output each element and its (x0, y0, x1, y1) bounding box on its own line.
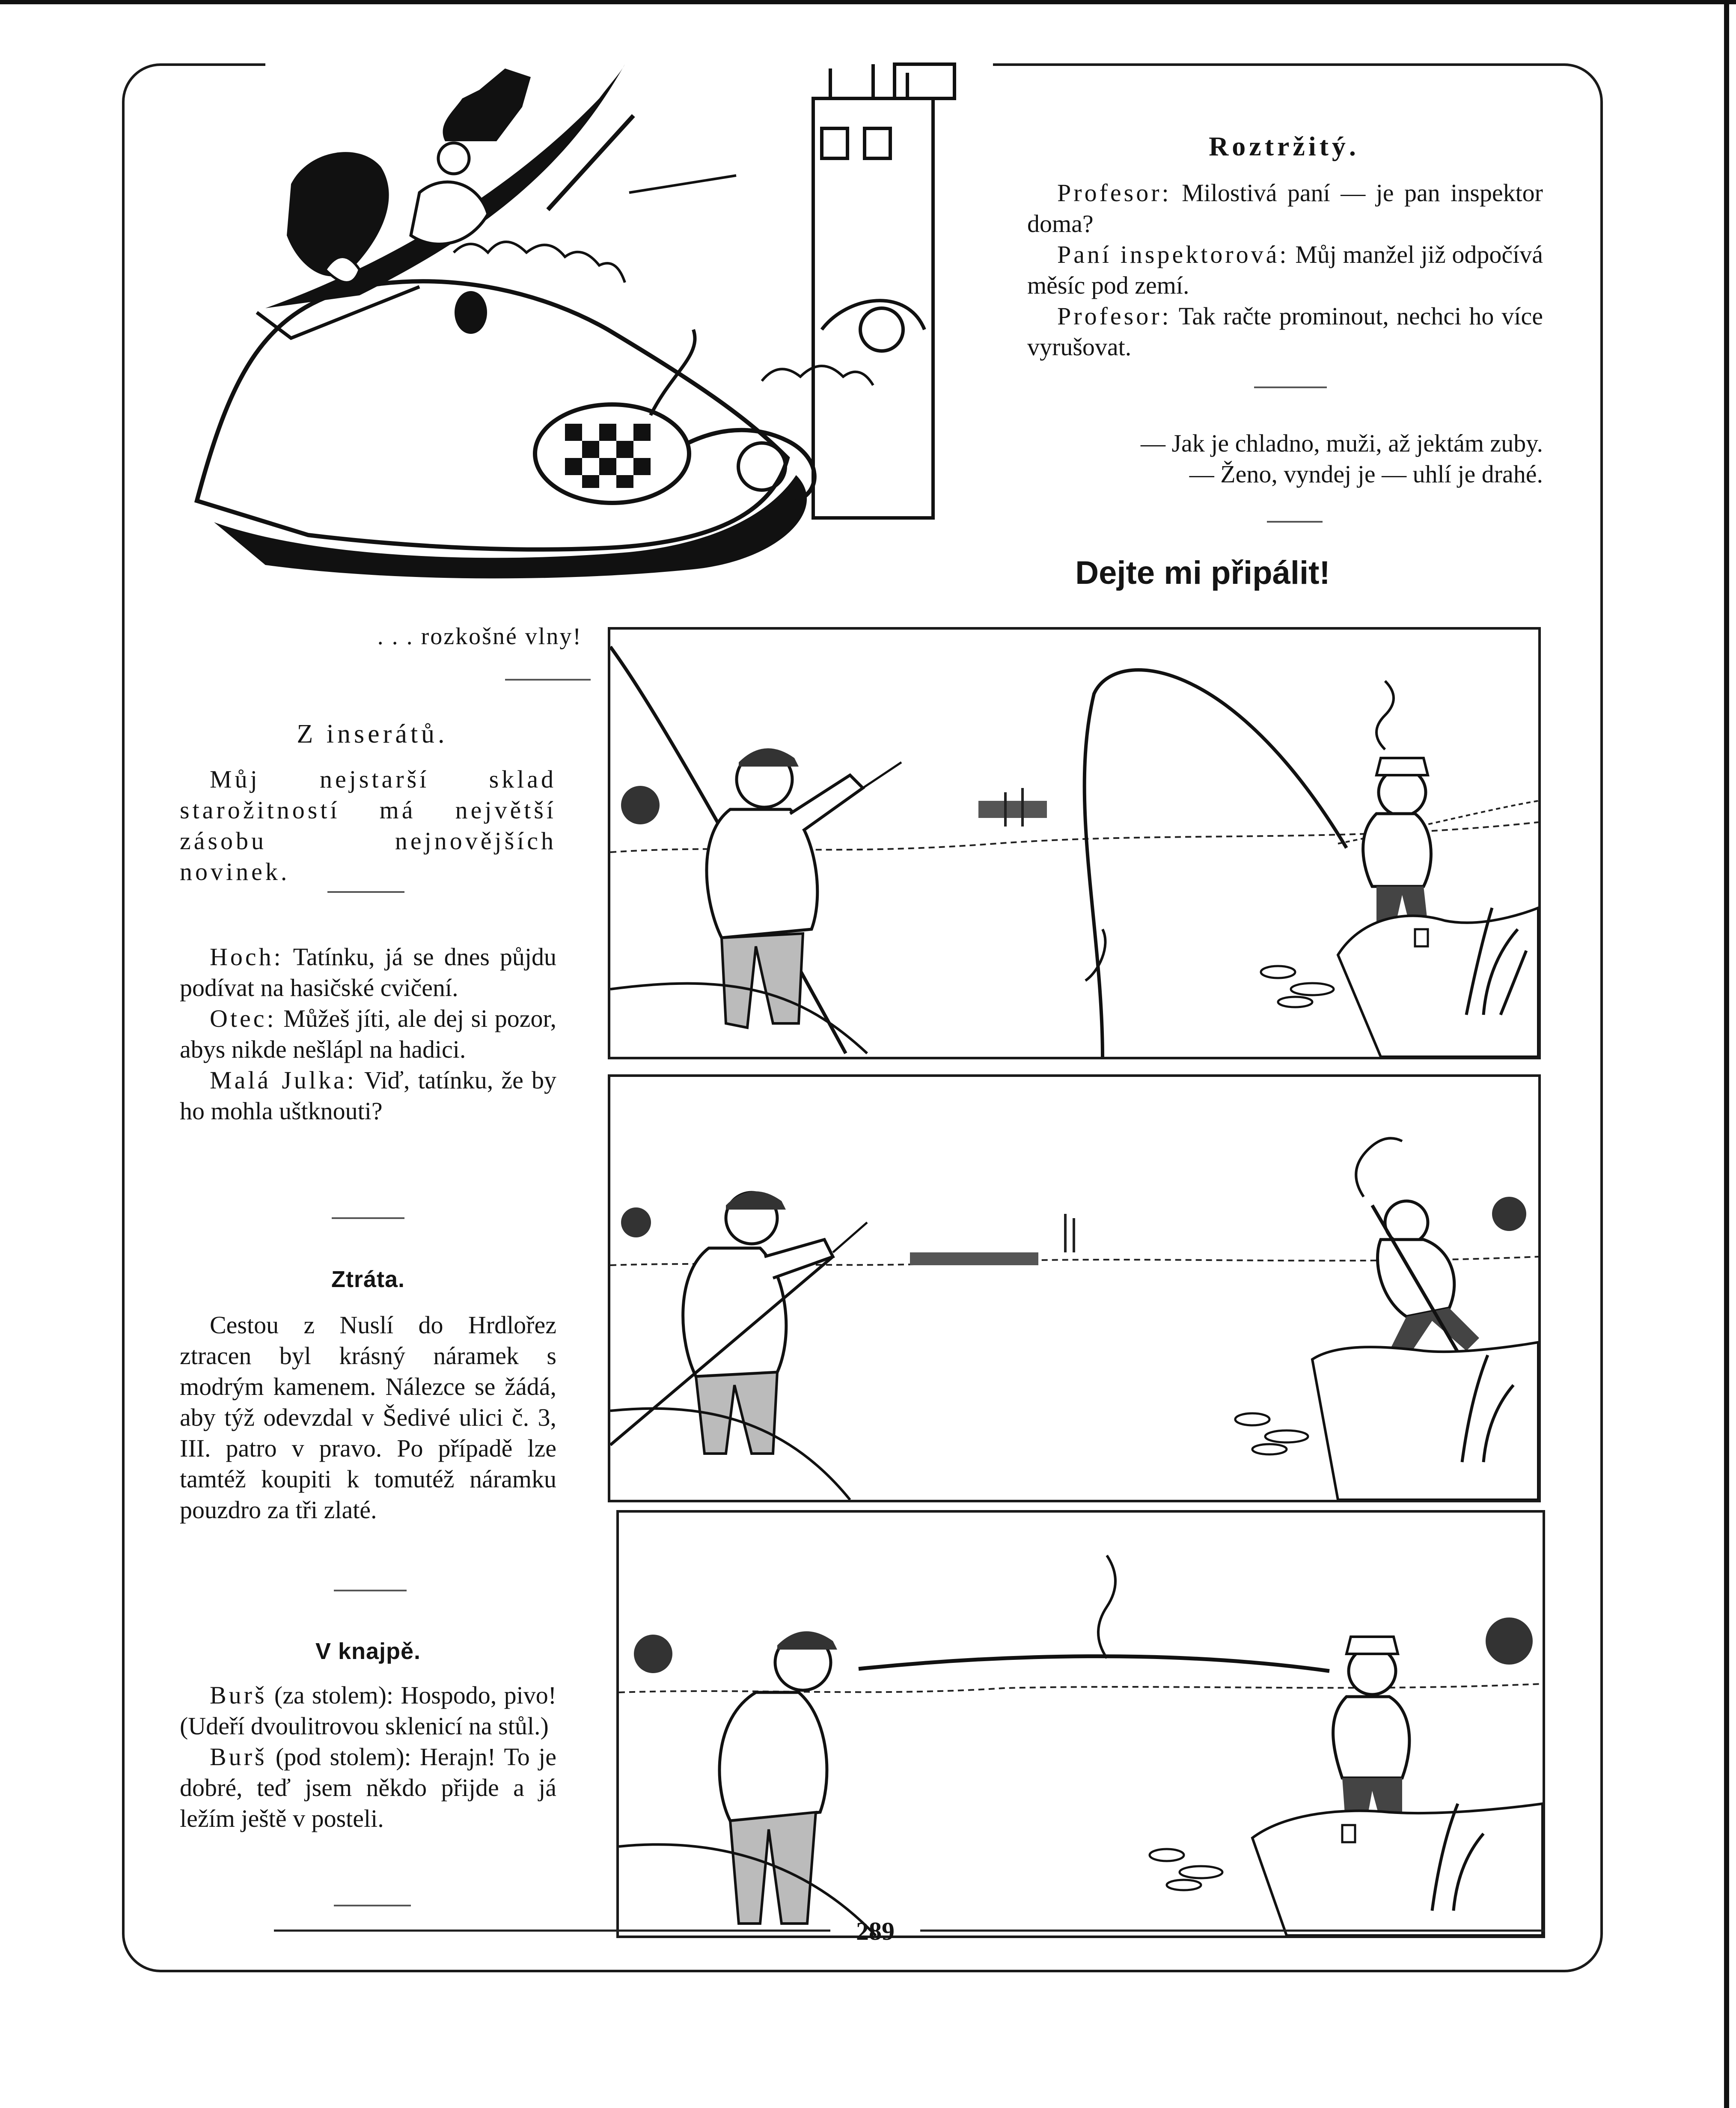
line-text: Můžeš jíti, ale dej si pozor, abys nikde nešlápl na hadici. (180, 1005, 557, 1063)
zuby-line-1: — Jak je chladno, muži, až jektám zuby. (1140, 429, 1543, 457)
speaker: Otec: (210, 1005, 276, 1032)
speaker: Profesor: (1057, 179, 1171, 207)
divider (1254, 387, 1327, 388)
roztrzity-dialogue (1027, 178, 1543, 363)
line-text: (pod stolem): Herajn! To je dobré, teď jsem někdo přijde a já ležím ještě v posteli. (180, 1743, 556, 1832)
line-text: Můj manžel již odpočívá měsíc pod zemí. (1027, 241, 1543, 299)
speaker: Burš (210, 1681, 267, 1709)
divider (505, 679, 591, 681)
knajpe-dialogue (180, 1680, 556, 1834)
inseratu-text: Můj nejstarší sklad starožitností má největší zásobu nejnovějších novinek. (180, 765, 556, 886)
divider (327, 891, 404, 893)
footer-rule-right (920, 1930, 1545, 1932)
line-text: Tak račte prominout, nechci ho více vyrušovat. (1027, 302, 1543, 361)
line-text: Viď, tatínku, že by ho mohla uštknouti? (180, 1066, 557, 1125)
comic-panel-2 (608, 1074, 1541, 1502)
speaker: Paní inspektorová: (1057, 241, 1289, 268)
divider (332, 1217, 404, 1219)
knajpe-title: V knajpě. (315, 1638, 421, 1664)
zuby-line-2: — Ženo, vyndej je — uhlí je drahé. (1189, 460, 1543, 488)
cartoon-caption: . . . rozkošné vlny! (377, 623, 582, 650)
page-number: 289 (856, 1917, 895, 1945)
comic-panel-1 (608, 627, 1541, 1059)
speaker: Malá Julka: (210, 1066, 357, 1094)
page-edge-top (0, 0, 1736, 4)
speaker: Profesor: (1057, 302, 1171, 330)
line-text: Milostivá paní — je pan inspektor doma? (1027, 179, 1543, 238)
comic-title: Dejte mi připálit! (1075, 555, 1330, 591)
footer-rule-left (274, 1930, 830, 1932)
speaker: Burš (210, 1743, 267, 1771)
zuby-joke (1057, 428, 1543, 490)
divider (1267, 521, 1323, 523)
line-text: Tatínku, já se dnes půjdu podívat na hasičské cvičení. (180, 943, 556, 1002)
hoch-dialogue (180, 942, 556, 1127)
ztrata-text: Cestou z Nuslí do Hrdlořez ztracen byl krásný náramek s modrým kamenem. Nálezce se žádá, aby týž odevzdal v Šedivé ulici č. 3, III. patro v pravo. Po případě lze tamtéž koupiti k tomutéž náramku pouzdro za tři zlaté. (180, 1311, 556, 1524)
comic-panel-3 (616, 1510, 1545, 1938)
ztrata-title: Ztráta. (331, 1267, 405, 1292)
divider (334, 1905, 411, 1906)
inseratu-title: Z inserátů. (297, 720, 448, 749)
roztrzity-title: Roztržitý. (1209, 131, 1359, 161)
waves-cartoon (180, 30, 993, 586)
page-edge-right (1724, 0, 1729, 2108)
line-text: (za stolem): Hospodo, pivo! (Udeří dvoulitrovou sklenicí na stůl.) (180, 1681, 557, 1740)
divider (334, 1590, 407, 1591)
speaker: Hoch: (210, 943, 283, 971)
